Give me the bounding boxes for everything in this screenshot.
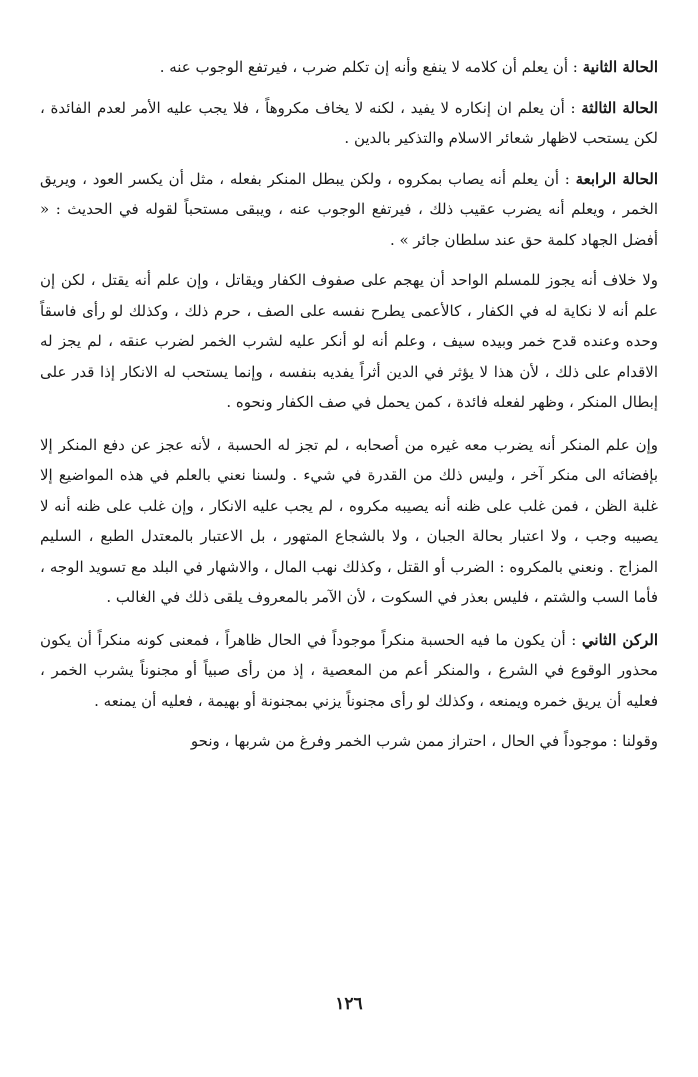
paragraph-no-dispute (40, 265, 658, 418)
paragraph-text: : أن يعلم أن كلامه لا ينفع وأنه إن تكلم ضرب ، فيرتفع الوجوب عنه . (159, 58, 578, 76)
paragraph-text: وقولنا : موجوداً في الحال ، احتراز ممن شرب الخمر وفرغ من شربها ، ونحو (190, 732, 658, 750)
paragraph-text: وإن علم المنكر أنه يضرب معه غيره من أصحابه ، لم تجز له الحسبة ، لأنه عجز عن دفع المنكر إلا بإفضائه الى منكر آخر ، وليس ذلك من القدرة في شيء . ولسنا نعني بالعلم في هذه المواضيع إلا غلبة الظن ، فمن غلب على ظنه أنه يصيبه مكروه ، لم يجب عليه الانكار ، وإن غلب على ظنه أنه لا يصيبه وجب ، ولا اعتبار بحالة الجبان ، ولا بالشجاع المتهور ، بل الاعتبار بالمعتدل الطبع ، السليم المزاج . ونعني بالمكروه : الضرب أو القتل ، وكذلك نهب المال ، والاشهار في البلد مع تسويد الوجه ، فأما السب والشتم ، فليس بعذر في السكوت ، لأن الآمر بالمعروف يلقى ذلك في الغالب . (40, 435, 658, 606)
paragraph-state-three (40, 93, 658, 154)
paragraph-our-saying (40, 726, 658, 757)
paragraph-spacer (40, 154, 658, 164)
paragraph-text: ولا خلاف أنه يجوز للمسلم الواحد أن يهجم على صفوف الكفار ويقاتل ، وإن علم أنه يقتل ، لكن إن علم أنه لا نكاية له في الكفار ، كالأعمى يطرح نفسه على الصف ، حرم ذلك ، وكذلك لو رأى فاسقاً وحده وعنده قدح خمر وبيده سيف ، وعلم أنه لو أنكر عليه لشرب الخمر لضرب عنقه ، لم يجز له الاقدام على ذلك ، لأن هذا لا يؤثر في الدين أثراً يفديه بنفسه ، وإنما يستحب له الانكار إذا قدر على إبطال المنكر ، وظهر لفعله فائدة ، كمن يحمل في صف الكفار ونحوه . (40, 271, 658, 411)
book-page (40, 52, 658, 1047)
paragraph-text: : أن يعلم ان إنكاره لا يفيد ، لكنه لا يخاف مكروهاً ، فلا يجب عليه الأمر لعدم الفائدة ، لكن يستحب لاظهار شعائر الاسلام والتذكير بالدين . (40, 98, 658, 147)
paragraph-heading: الحالة الثانية (582, 58, 658, 76)
paragraph-text: : أن يعلم أنه يصاب بمكروه ، ولكن يبطل المنكر بفعله ، مثل أن يكسر العود ، ويريق الخمر ، ويعلم أنه يضرب عقيب ذلك ، فيرتفع الوجوب عنه ، ويبقى مستحباً لقوله في الحديث : « أفضل الجهاد كلمة حق عند سلطان جائر » . (40, 169, 658, 249)
paragraph-spacer (40, 613, 658, 625)
paragraph-state-four (40, 164, 658, 256)
paragraph-text: : أن يكون ما فيه الحسبة منكراً موجوداً في الحال ظاهراً ، فمعنى كونه منكراً أن يكون محذور الوقوع في الشرع ، والمنكر أعم من المعصية ، إذ من رأى صبياً أو مجنوناً يشرب الخمر ، فعليه أن يريق خمره ويمنعه ، وكذلك لو رأى مجنوناً يزني بمجنونة أو بهيمة ، فعليه أن يمنعه . (40, 630, 658, 710)
paragraph-if-knows (40, 430, 658, 613)
paragraph-heading: الركن الثاني (581, 630, 658, 649)
page-number: ١٢٦ (335, 994, 363, 1014)
paragraph-second-pillar (40, 625, 658, 717)
paragraph-spacer (40, 418, 658, 430)
paragraph-spacer (40, 255, 658, 265)
paragraph-spacer (40, 83, 658, 93)
paragraph-state-two (40, 52, 658, 83)
paragraph-heading: الحالة الرابعة (575, 169, 658, 188)
paragraph-spacer (40, 716, 658, 726)
paragraph-heading: الحالة الثالثة (581, 98, 658, 117)
